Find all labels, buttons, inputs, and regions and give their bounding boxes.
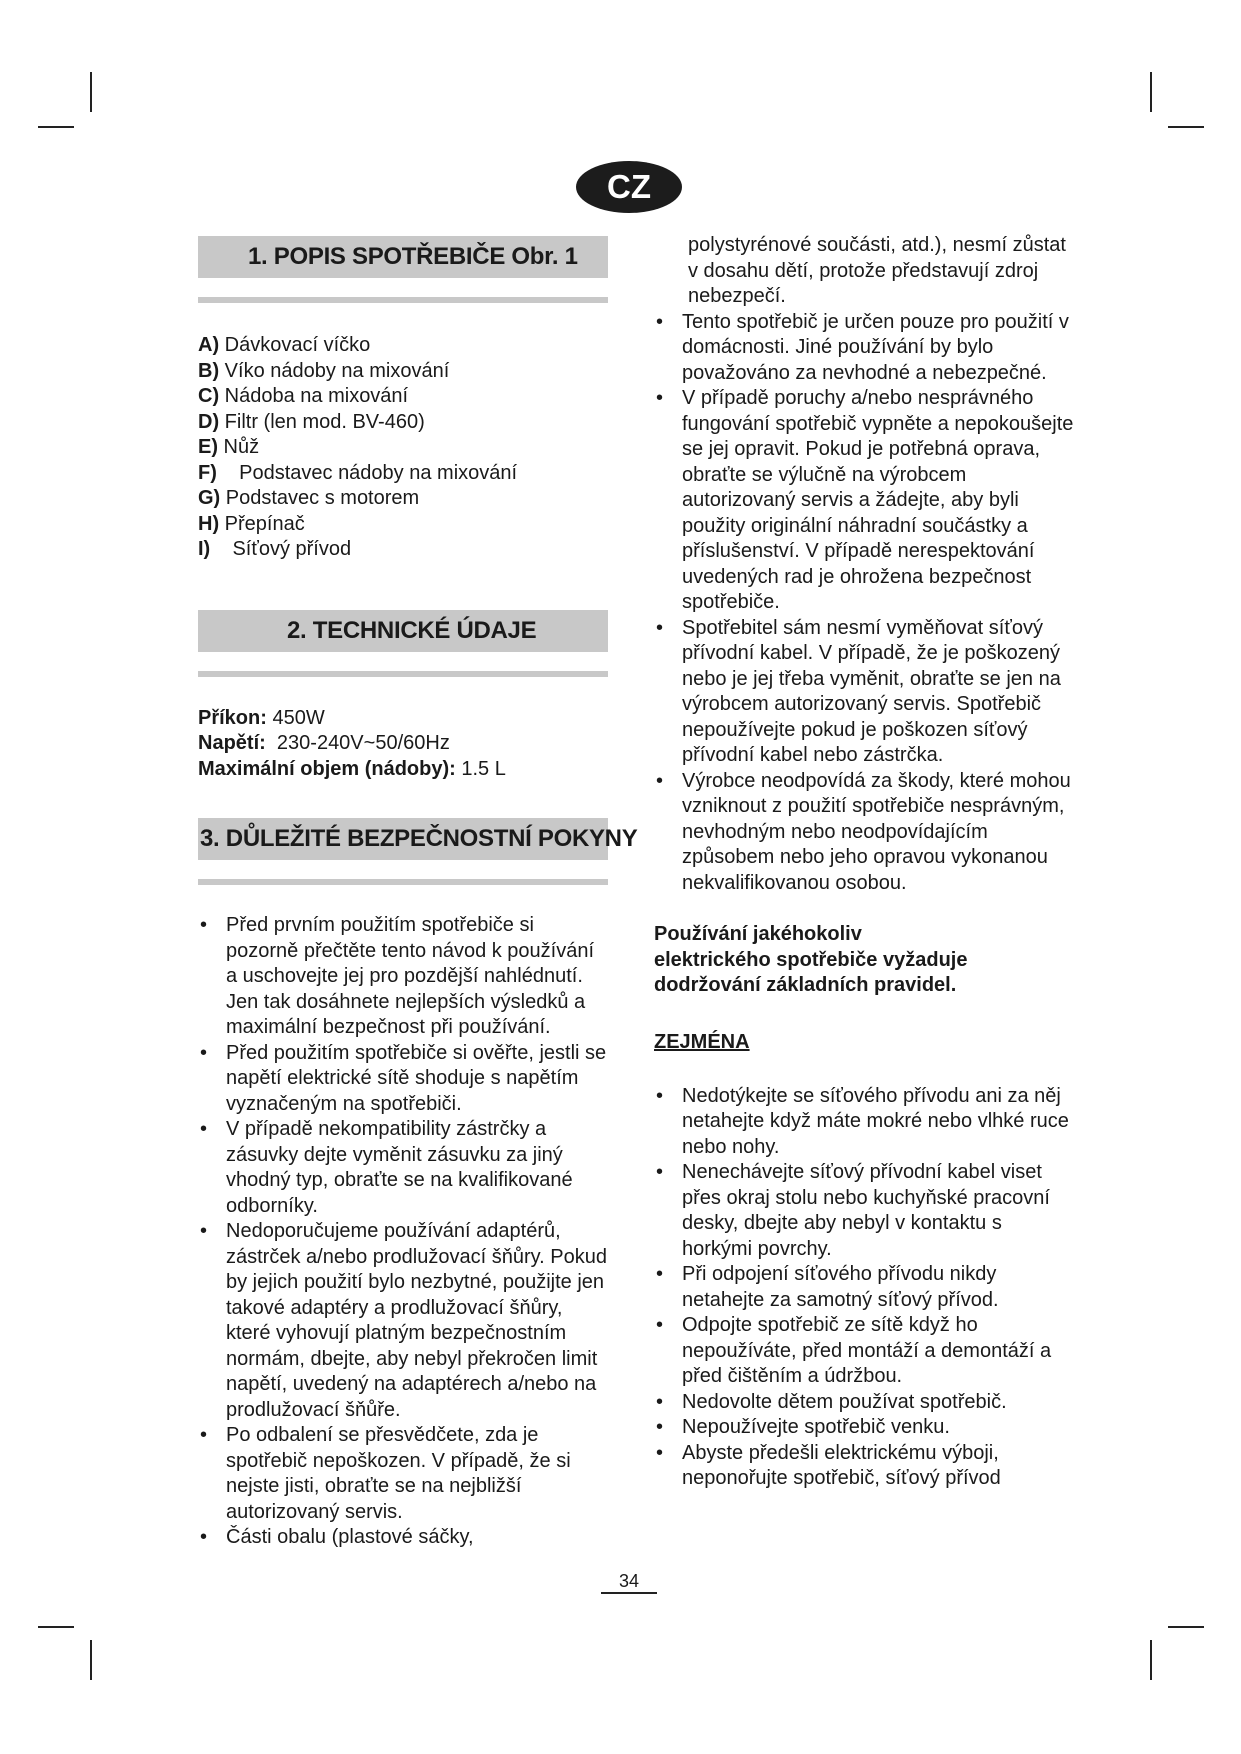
part-item: D) Filtr (len mod. BV-460) xyxy=(198,410,425,433)
list-item: • Při odpojení síťového přívodu nikdy netahejte za samotný síťový přívod. xyxy=(654,1262,1074,1313)
list-item: • Odpojte spotřebič ze sítě když ho nepoužíváte, před montáží a demontáží a před čištěním a údržbou. xyxy=(654,1313,1074,1390)
part-item: E) Nůž xyxy=(198,436,260,458)
section-2-underline xyxy=(198,671,608,677)
list-item: • Nedovolte dětem používat spotřebič. xyxy=(654,1390,1074,1416)
list-item: • V případě poruchy a/nebo nesprávného fungování spotřebič vypněte a nepokoušejte se jej opravit. Pokud je potřebná oprava, obraťte se výlučně na výrobcem autorizovaný servis a žádejte, aby byli použity originální náhradní součástky a příslušenství. V případě nerespektování uvedených rad je ohrožena bezpečnost spotřebiče. xyxy=(654,386,1074,616)
list-item: • Nenechávejte síťový přívodní kabel viset přes okraj stolu nebo kuchyňské pracovní desky, dbejte aby nebyl v kontaktu s horkými povrchy. xyxy=(654,1160,1074,1262)
section-2-header xyxy=(198,610,608,652)
list-item: • Výrobce neodpovídá za škody, které mohou vzniknout z použití spotřebiče nesprávným, nevhodným nebo neodpovídajícím způsobem nebo jeho opravou vykonanou nekvalifikovanou osobou. xyxy=(654,769,1074,897)
crop-mark-bl-h xyxy=(38,1626,74,1628)
part-item: H) Přepínač xyxy=(198,512,305,535)
safety-list xyxy=(198,913,608,1551)
list-item: • Před prvním použitím spotřebiče si pozorně přečtěte tento návod k používání a uschovejte jej pro pozdější nahlédnutí. Jen tak dosáhnete nejlepších výsledků a maximální bezpečnost při používání. xyxy=(198,913,608,1041)
list-item: • Tento spotřebič je určen pouze pro použití v domácnosti. Jiné používání by bylo považováno za nevhodné a nebezpečné. xyxy=(654,310,1074,387)
list-item: • Před použitím spotřebiče si ověřte, jestli se napětí elektrické sítě shoduje s napětím vyznačeným na spotřebiči. xyxy=(198,1041,608,1118)
spec-voltage: Napětí: 230-240V~50/60Hz xyxy=(198,732,450,754)
section-2-title: 2. TECHNICKÉ ÚDAJE xyxy=(287,616,537,644)
crop-mark-tl-h xyxy=(38,126,74,128)
crop-mark-tr-v xyxy=(1150,72,1152,112)
part-item: A) Dávkovací víčko xyxy=(198,334,371,356)
list-item: • Nepoužívejte spotřebič venku. xyxy=(654,1415,1074,1441)
part-item: B) Víko nádoby na mixování xyxy=(198,359,450,382)
crop-mark-br-v xyxy=(1150,1640,1152,1680)
list-item: • Spotřebitel sám nesmí vyměňovat síťový přívodní kabel. V případě, že je poškozený nebo je jej třeba vyměnit, obraťte se jen na výrobcem autorizovaný servis. Spotřebič nepoužívejte pokud je poškozen síťový přívodní kabel nebo zástrčka. xyxy=(654,616,1074,769)
subheading-zejmena: ZEJMÉNA xyxy=(654,1030,750,1053)
section-3-underline xyxy=(198,879,608,885)
language-badge: CZ xyxy=(576,161,682,213)
page-number: 34 xyxy=(601,1570,657,1594)
left-column xyxy=(198,236,638,1551)
section-3-title: 3. DŮLEŽITÉ BEZPEČNOSTNÍ POKYNY xyxy=(200,825,638,852)
crop-mark-bl-v xyxy=(90,1640,92,1680)
list-item: • Části obalu (plastové sáčky, xyxy=(198,1525,608,1551)
list-item: • V případě nekompatibility zástrčky a zásuvky dejte vyměnit zásuvku za jiný vhodný typ, obraťte se na kvalifikované odborníky. xyxy=(198,1117,608,1219)
specific-rules-list xyxy=(654,1084,1074,1492)
crop-mark-tr-h xyxy=(1168,126,1204,128)
section-3-header xyxy=(198,818,638,860)
spec-power: Příkon: 450W xyxy=(198,706,325,729)
crop-mark-tl-v xyxy=(90,72,92,112)
section-1-title: 1. POPIS SPOTŘEBIČE Obr. 1 xyxy=(248,243,578,270)
section-1-header xyxy=(198,236,608,278)
parts-list xyxy=(198,333,608,563)
spec-capacity: Maximální objem (nádoby): 1.5 L xyxy=(198,757,506,780)
part-item: G) Podstavec s motorem xyxy=(198,487,420,509)
tech-specs xyxy=(198,706,608,783)
safety-list-continued xyxy=(654,310,1074,897)
general-rules-paragraph: Používání jakéhokoliv elektrického spotřebiče vyžaduje dodržování základních pravidel. xyxy=(654,923,968,996)
list-item: • Abyste předešli elektrickému výboji, neponořujte spotřebič, síťový přívod xyxy=(654,1441,1074,1492)
list-item: • Nedoporučujeme používání adaptérů, zástrček a/nebo prodlužovací šňůry. Pokud by jejich použití bylo nezbytné, použijte jen takové adaptéry a prodlužovací šňůry, které vyhovují platným bezpečnostním normám, dbejte, aby nebyl překročen limit napětí, uvedený na adaptérech a/nebo na prodlužovací šňůře. xyxy=(198,1219,608,1423)
right-column xyxy=(654,233,1074,1492)
part-item: C) Nádoba na mixování xyxy=(198,385,409,407)
continuation-text: polystyrénové součásti, atd.), nesmí zůstat v dosahu dětí, protože představují zdroj nebezpečí. xyxy=(688,234,1066,307)
section-1-underline xyxy=(198,297,608,303)
list-item: • Po odbalení se přesvědčete, zda je spotřebič nepoškozen. V případě, že si nejste jisti, obraťte se na nejbližší autorizovaný servis. xyxy=(198,1423,608,1525)
crop-mark-br-h xyxy=(1168,1626,1204,1628)
part-item: F) Podstavec nádoby na mixování xyxy=(198,461,518,484)
list-item: • Nedotýkejte se síťového přívodu ani za něj netahejte když máte mokré nebo vlhké ruce nebo nohy. xyxy=(654,1084,1074,1161)
part-item: I) Síťový přívod xyxy=(198,538,352,560)
